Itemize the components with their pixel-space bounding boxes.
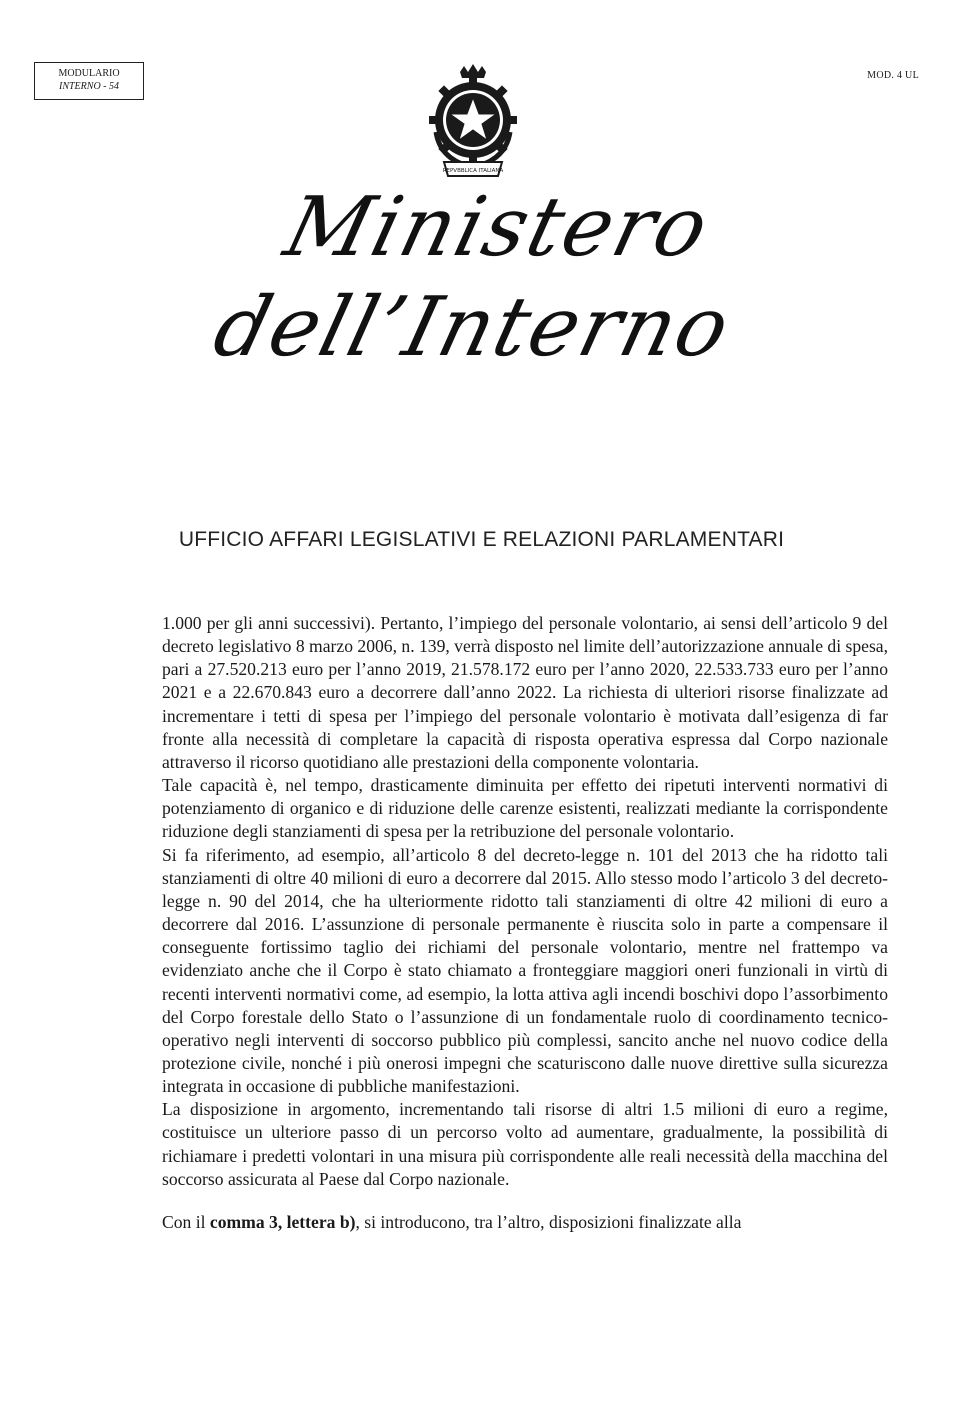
bold-reference: comma 3, lettera b) [209,1211,356,1232]
modulario-label: MODULARIO [58,68,120,79]
paragraph: 1.000 per gli anni successivi). Pertanto, l’impiego del personale volontario, ai sensi dell’articolo 9 del decreto legislativo 8 marzo 2006, n. 139, verrà disposto nel limite dell’autorizzazione annuale di spesa, pari a 27.520.213 euro per l’anno 2019, 21.578.172 euro per l’anno 2020, 22.533.733 euro per l’anno 2021 e a 22.670.843 euro a decorrere dall’anno 2022. La richiesta di ulteriori risorse finalizzate ad incrementare i tetti di spesa per l’impiego del personale volontario è motivata dall’esigenza di far fronte alla necessità di completare la capacità di risposta operativa espressa dal Corpo nazionale attraverso il ricorso quotidiano alle prestazioni della componente volontaria. [162,613,888,772]
emblem-ribbon-text: REPVBBLICA ITALIANA [442,168,504,174]
paragraph: Si fa riferimento, ad esempio, all’articolo 8 del decreto-legge n. 101 del 2013 che ha ridotto tali stanziamenti di oltre 40 milioni di euro a decorrere dal 2015. Allo stesso modo l’articolo 3 del decreto- legge n. 90 del 2014, che ha ulteriormente ridotto tali stanziamenti di oltre 42 milioni di euro a decorrere dal 2016. L’assunzione di personale permanente è riuscita solo in parte a compensare il conseguente fortissimo taglio dei richiami del personale volontario, mentre nel frattempo va evidenziato anche che il Corpo è stato chiamato a fronteggiare maggiori oneri funzionali in virtù di recenti interventi normativi come, ad esempio, la lotta attiva agli incendi boschivi dopo l’assorbimento del Corpo forestale dello Stato o l’assunzione di un fondamentale ruolo di coordinamento tecnico-operativo negli interventi di soccorso pubblico più complessi, sancito anche nel nuovo codice della protezione civile, nonché i più onerosi impegni che scaturiscono dalle nuove direttive sulla sicurezza integrata in occasione di pubbliche manifestazioni. [162,844,888,1097]
italian-republic-emblem [418,62,528,184]
paragraph-last [162,1211,888,1234]
document-body [162,612,888,1234]
modulario-box [34,62,144,100]
form-code: MOD. 4 UL [867,70,919,81]
text-run: , si introducono, tra l’altro, disposizioni finalizzate alla [355,1211,742,1232]
paragraph: La disposizione in argomento, incrementando tali risorse di altri 1.5 milioni di euro a regime, costituisce un ulteriore passo di un percorso volto ad aumentare, gradualmente, la possibilità di richiamare i predetti volontari in una misura più corrispondente alle reali necessità della macchina del soccorso assicurata al Paese dal Corpo nazionale. [162,1099,888,1189]
modulario-code: INTERNO - 54 [59,81,119,92]
office-title: UFFICIO AFFARI LEGISLATIVI E RELAZIONI PARLAMENTARI [178,528,785,551]
ministry-name: Ministero dell’Interno [205,180,741,375]
ministry-heading [40,178,930,375]
paragraph-gap [162,1191,888,1211]
paragraph: Tale capacità è, nel tempo, drasticamente diminuita per effetto dei ripetuti interventi normativi di potenziamento di organico e di riduzione delle carenze esistenti, realizzati mediante la corrispondente riduzione degli stanziamenti di spesa per la retribuzione del personale volontario. [162,775,888,842]
text-run: Con il [162,1211,210,1232]
